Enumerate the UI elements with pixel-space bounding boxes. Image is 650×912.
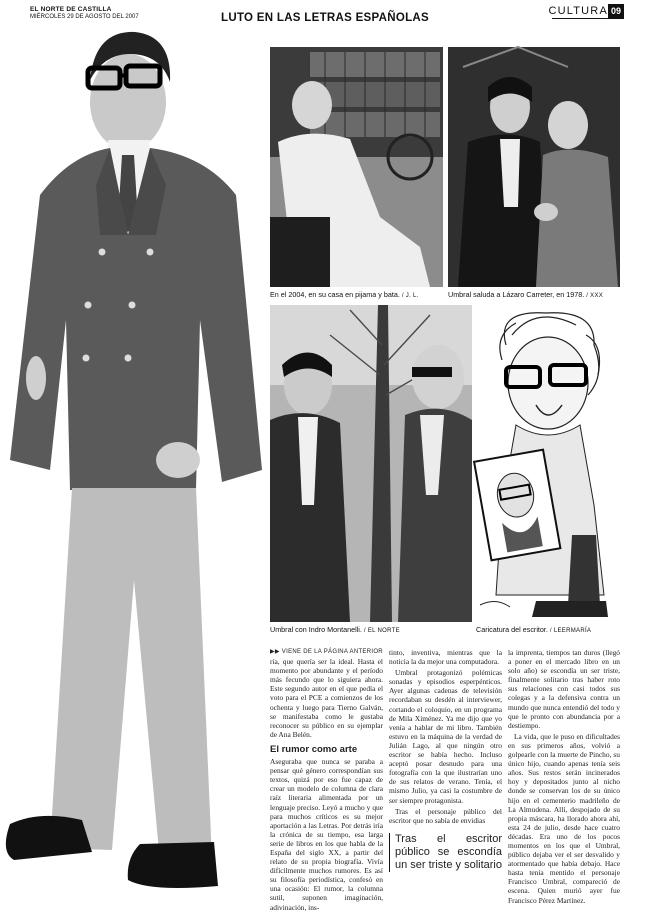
photo-montanelli [270, 305, 472, 622]
caption-lazaro-carreter-text: Umbral saluda a Lázaro Carreter, en 1978. [448, 290, 585, 299]
photo-lazaro-carreter-image [448, 47, 620, 287]
article-paragraph: Umbral protagonizó polémicas sonadas y episodios esperpénticos. Ayer algunas cadenas de televisión recordaban su desdén al interviewer, cortando el coloquio, en un programa de Mila Ximénez. Ya me dijo que yo venía a hablar de mi libro. También estuvo en la máquina de la verdad de Julián Lago, al que ningún otro escritor se había hecho. Incluso aceptó posar desnudo para una fotografía con la que ilustrarían uno de sus relatos de verano. Tenía, el mismo Julio, ya casi la costumbre de ser siempre protagonista. [389, 668, 502, 805]
page-title: LUTO EN LAS LETRAS ESPAÑOLAS [221, 12, 429, 24]
standing-portrait [0, 20, 268, 901]
caption-montanelli-text: Umbral con Indro Montanelli. [270, 625, 362, 634]
photo-pajamas [270, 47, 443, 287]
article-column-3 [508, 648, 620, 905]
caption-montanelli-credit: / EL NORTE [363, 628, 400, 634]
caption-lazaro-carreter-credit: / XXX [586, 293, 604, 299]
header-rule [552, 18, 624, 19]
photo-pajamas-image [270, 47, 443, 287]
article-kicker-text: VIENE DE LA PÁGINA ANTERIOR [281, 649, 383, 655]
caption-pajamas [270, 290, 419, 301]
photo-montanelli-image [270, 305, 472, 622]
pull-quote: Tras el escritor público se escondía un ser triste y solitario [389, 833, 502, 872]
photo-lazaro-carreter [448, 47, 620, 287]
publication-date: MIÉRCOLES 29 DE AGOSTO DEL 2007 [30, 14, 139, 20]
standing-portrait-illustration [0, 20, 268, 901]
caption-caricature-credit: / LEERMARÍA [549, 628, 592, 634]
publication-name: EL NORTE DE CASTILLA [30, 6, 112, 13]
section-name: CULTURA [548, 5, 608, 17]
article-paragraph: tinto, inventiva, mientras que la noticia la da mejor una computadora. [389, 648, 502, 667]
caricature [476, 305, 620, 622]
article-paragraph: ría, que quería ser la ideal. Hasta el momento por abundante y el período más fecundo que lo siguiera ahora. Este segundo autor en el que pedía el voto para el PCE a comienzos de los ochenta y luego para Tierno Galván, se manifestaba como le gustaba reconocer su público en su ejemplar de Ana Belén. [270, 657, 383, 739]
article-paragraph: la imprenta, tiempos tan duros (llegó a poner en el mercado libro en un solo año) se escondía un ser triste, finalmente solitario tras haber roto sus relaciones con casi todos sus colegas y a la defensiva contra un mundo que nunca entendió del todo y que le pronto con abundancia por a destiempo. [508, 648, 620, 730]
article-subhead: El rumor como arte [270, 743, 358, 755]
article-paragraph: Tras el personaje público del escritor que no sabía de envidias [389, 806, 502, 825]
caption-caricature-text: Caricatura del escritor. [476, 625, 548, 634]
article-kicker: ▶▶ VIENE DE LA PÁGINA ANTERIOR [270, 649, 383, 655]
article-column-2 [389, 648, 502, 898]
caption-caricature [476, 625, 591, 636]
caption-montanelli [270, 625, 400, 636]
article-column-1 [270, 648, 383, 912]
caption-pajamas-credit: / J. L. [401, 293, 419, 299]
page-number: 09 [608, 4, 624, 18]
article-paragraph: Aseguraba que nunca se paraba a pensar qué género correspondían sus textos, quizá por eso fue capaz de crear un modelo de columna de clara raíz literaria alimentada por un lenguaje preciso. Leyó a mucho y que para muchos críticos es su mejor aportación a las Letras. Por detrás iría la crónica de su tiempo, esa larga serie de libros en los que habla de la España del siglo XX, a partir del relato de su propia biografía. Vivía difícilmente muchos rumores. Es así su filosofía periodística, confesó en una ocasión: El rumor, la columna sutil, suponen imaginación, adivinación, ins- [270, 757, 383, 912]
caricature-drawing [476, 305, 620, 622]
caption-lazaro-carreter [448, 290, 603, 301]
article-paragraph: La vida, que le puso en dificultades en sus primeros años, volvió a golpearle con la muerte de Pincho, su único hijo, cuando apenas tenía seis años. Sus restos serán incinerados hoy y depositados junto al nicho donde se conservan los de su único hijo en el cementerio madrileño de La Almudena. Allí, despojado de su propia máscara, ha llorado ahora ahí, esta 24 de julio, desde hace cuatro décadas. Era uno de los pocos momentos en los que el Umbral, público dejaba ver el ser desvalido y atormentado que había debajo. Hace hasta tenía mentido el personaje Francisco Umbral, compareció de escena. Quien murió ayer fue Francisco Pérez Martínez. [508, 731, 620, 905]
caption-pajamas-text: En el 2004, en su casa en pijama y bata. [270, 290, 400, 299]
